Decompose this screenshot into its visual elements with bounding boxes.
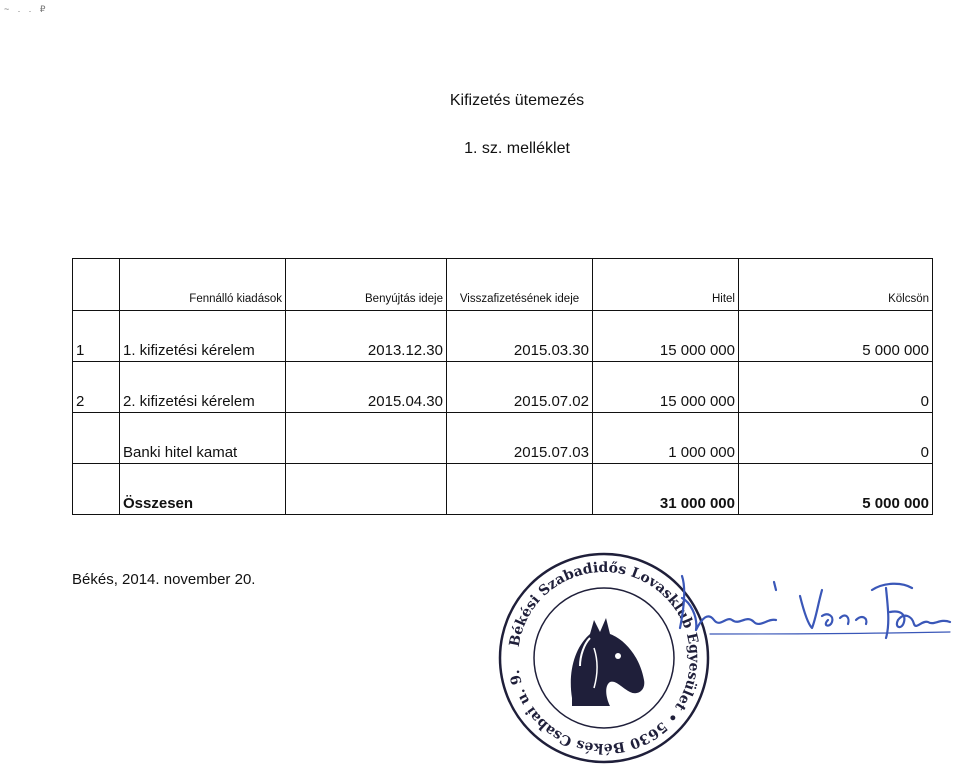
- stamp-ring-text: Békési Szabadidős Lovasklub Egyesület • 5630 Békés Csabai u. 9.: [506, 559, 703, 757]
- cell-submission-date: [286, 413, 447, 464]
- cell-loan: 0: [739, 362, 933, 413]
- header-expenses: Fennálló kiadások: [120, 259, 286, 311]
- cell-credit: 1 000 000: [593, 413, 739, 464]
- document-subtitle: 1. sz. melléklet: [464, 140, 570, 157]
- cell-loan: 5 000 000: [739, 464, 933, 515]
- cell-credit: 15 000 000: [593, 362, 739, 413]
- header-credit: Hitel: [593, 259, 739, 311]
- table-row: [73, 362, 933, 413]
- header-repayment-date: Visszafizetésének ideje: [447, 259, 593, 311]
- cell-submission-date: 2015.04.30: [286, 362, 447, 413]
- handwritten-signature: [650, 568, 960, 658]
- table-row: [73, 311, 933, 362]
- cell-number: [73, 413, 120, 464]
- cell-loan: 5 000 000: [739, 311, 933, 362]
- horse-head-icon: [571, 618, 645, 706]
- payment-schedule-table: [72, 258, 933, 515]
- cell-number: 1: [73, 311, 120, 362]
- table-header-row: [73, 259, 933, 311]
- cell-credit: 15 000 000: [593, 311, 739, 362]
- cell-submission-date: 2013.12.30: [286, 311, 447, 362]
- cell-repayment-date: 2015.07.03: [447, 413, 593, 464]
- header-submission-date: Benyújtás ideje: [286, 259, 447, 311]
- table-row: [73, 413, 933, 464]
- cell-repayment-date: [447, 464, 593, 515]
- cell-loan: 0: [739, 413, 933, 464]
- cell-expense: 2. kifizetési kérelem: [120, 362, 286, 413]
- scan-corner-mark: ~ . . ₽: [4, 4, 49, 14]
- cell-expense: Összesen: [120, 464, 286, 515]
- cell-submission-date: [286, 464, 447, 515]
- place-and-date: Békés, 2014. november 20.: [72, 571, 256, 588]
- cell-credit: 31 000 000: [593, 464, 739, 515]
- cell-expense: 1. kifizetési kérelem: [120, 311, 286, 362]
- cell-repayment-date: 2015.07.02: [447, 362, 593, 413]
- cell-expense: Banki hitel kamat: [120, 413, 286, 464]
- cell-number: [73, 464, 120, 515]
- header-loan: Kölcsön: [739, 259, 933, 311]
- cell-repayment-date: 2015.03.30: [447, 311, 593, 362]
- document-title: Kifizetés ütemezés: [449, 92, 585, 109]
- table-total-row: [73, 464, 933, 515]
- cell-number: 2: [73, 362, 120, 413]
- header-number: [73, 259, 120, 311]
